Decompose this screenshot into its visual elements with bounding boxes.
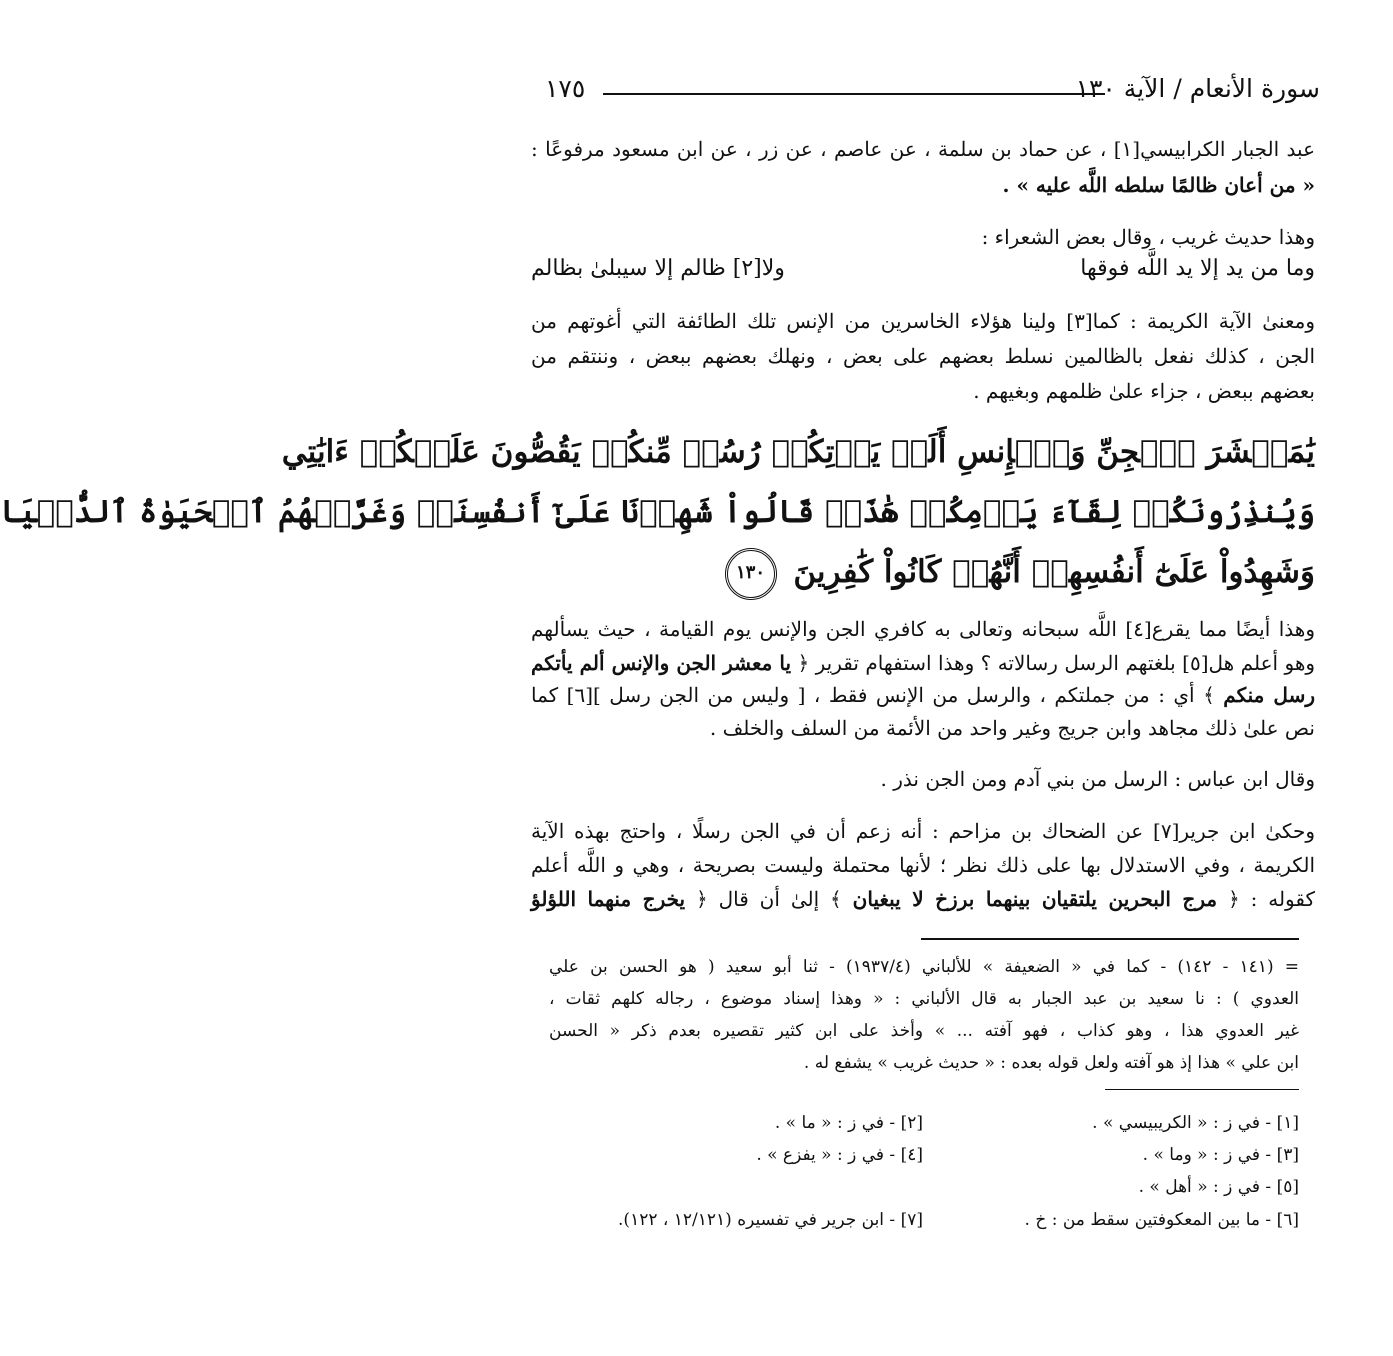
page-number: ١٧٥ xyxy=(545,74,586,103)
footnote-separator xyxy=(1105,1089,1299,1090)
hadith-text: « من أعان ظالمًا سلطه اللَّه عليه » . xyxy=(1002,173,1315,197)
footnote-3: [٣] - في ز : « وما » . xyxy=(1142,1145,1299,1165)
poem-verse xyxy=(531,256,1315,296)
footnote-separator xyxy=(921,938,1299,940)
text-span: وهو أعلم هل[٥] بلغتهم الرسل رسالاته ؟ وهذا استفهام تقرير ﴿ xyxy=(797,651,1316,675)
poem-second-hemistich: ولا[٢] ظالم إلا سيبلىٰ بظالم xyxy=(531,256,785,281)
footnote-1: [١] - في ز : « الكريبيسي » . xyxy=(1092,1113,1299,1133)
quran-quote: مرج البحرين يلتقيان بينهما برزخ لا يبغيان xyxy=(852,887,1218,911)
text-span: ﴾ أي : من جملتكم ، والرسل من الإنس فقط ، [ وليس من الجن رسل ][٦] كما xyxy=(531,683,1215,707)
text-line: وهذا حديث غريب ، وقال بعض الشعراء : xyxy=(981,225,1315,249)
text-line: وهذا أيضًا مما يقرع[٤] اللَّه سبحانه وتعالى به كافري الجن والإنس يوم القيامة ، حيث يسألهم xyxy=(531,617,1315,641)
footnote-5: [٥] - في ز : « أهل » . xyxy=(1138,1177,1299,1197)
text-line: ومعنىٰ الآية الكريمة : كما[٣] ولينا هؤلاء الخاسرين من الإنس تلك الطائفة التي أغوتهم من xyxy=(531,309,1315,333)
quran-verse-line xyxy=(531,542,1315,602)
text-line: الجن ، كذلك نفعل بالظالمين نسلط بعضهم على بعض ، ونهلك بعضهم ببعض ، وننتقم من xyxy=(531,344,1315,368)
text-line: عبد الجبار الكرابيسي[١] ، عن حماد بن سلمة ، عن عاصم ، عن زر ، عن ابن مسعود مرفوعًا : xyxy=(531,137,1316,161)
text-span: كقوله : ﴿ xyxy=(1227,887,1316,911)
footnote-continuation-line: = (١٤١ - ١٤٢) - كما في « الضعيفة » للألباني (١٩٣٧/٤) - ثنا أبو سعيد ( هو الحسن بن علي xyxy=(549,957,1300,977)
header-rule xyxy=(603,93,1105,95)
quran-quote: يخرج منهما اللؤلؤ xyxy=(531,887,686,911)
footnote-7: [٧] - ابن جرير في تفسيره (١٢/١٢١ ، ١٢٢). xyxy=(618,1210,923,1230)
footnote-2: [٢] - في ز : « ما » . xyxy=(774,1113,923,1133)
text-line: نص علىٰ ذلك مجاهد وابن جريج وغير واحد من الأئمة من السلف والخلف . xyxy=(709,716,1315,740)
quran-quote: يا معشر الجن والإنس ألم يأتكم xyxy=(531,651,792,675)
quran-verse-line: وَيُنذِرُونَكُمۡ لِقَآءَ يَوۡمِكُمۡ هَٰذَاۚ قَالُواْ شَهِدۡنَا عَلَىٰٓ أَنفُسِنَاۖ وَغَرَّتۡهُمُ ٱلۡحَيَوٰةُ ٱلدُّنۡيَا xyxy=(0,494,1315,530)
footnote-continuation-line: العدوي ) : نا سعيد بن عبد الجبار به قال الألباني : « وهذا إسناد موضوع ، رجاله كلهم ثقات ، xyxy=(549,989,1299,1009)
ayah-number-icon: ١٣٠ xyxy=(725,548,777,600)
text-line: بعضهم ببعض ، جزاء علىٰ ظلمهم وبغيهم . xyxy=(973,379,1315,403)
quran-verse-text: وَشَهِدُواْ عَلَىٰٓ أَنفُسِهِمۡ أَنَّهُمۡ كَانُواْ كَٰفِرِينَ xyxy=(793,554,1315,590)
footnote-continuation-line: ابن علي » هذا إذ هو آفته ولعل قوله بعده : « حديث غريب » يشفع له . xyxy=(803,1053,1299,1073)
quran-verse-line: يَٰمَعۡشَرَ ٱلۡجِنِّ وَٱلۡإِنسِ أَلَمۡ يَأۡتِكُمۡ رُسُلٞ مِّنكُمۡ يَقُصُّونَ عَلَيۡكُمۡ ءَايَٰتِي xyxy=(281,434,1315,470)
text-line: الكريمة ، وفي الاستدلال بها على ذلك نظر ؛ لأنها محتملة وليست بصريحة ، وهي و اللَّه أعلم xyxy=(531,853,1315,877)
text-span: ﴾ إلىٰ أن قال ﴿ xyxy=(695,887,842,911)
quran-quote: رسل منكم xyxy=(1223,683,1315,707)
footnote-6: [٦] - ما بين المعكوفتين سقط من : خ . xyxy=(1024,1210,1299,1230)
poem-first-hemistich: وما من يد إلا يد اللَّه فوقها xyxy=(1080,256,1315,281)
text-line xyxy=(531,882,1315,916)
text-line: وحكىٰ ابن جرير[٧] عن الضحاك بن مزاحم : أنه زعم أن في الجن رسلًا ، واحتج بهذه الآية xyxy=(531,819,1315,843)
text-line xyxy=(531,646,1315,680)
running-header xyxy=(545,74,1320,108)
surah-title: سورة الأنعام / الآية ١٣٠ xyxy=(1075,74,1320,103)
text-line xyxy=(531,678,1315,712)
footnote-continuation-line: غير العدوي هذا ، وهو كذاب ، فهو آفته ... » وأخذ على ابن كثير تقصيره بعدم ذكر « الحسن xyxy=(549,1021,1299,1041)
text-line: وقال ابن عباس : الرسل من بني آدم ومن الجن نذر . xyxy=(880,767,1315,791)
footnote-4: [٤] - في ز : « يفزع » . xyxy=(756,1145,923,1165)
